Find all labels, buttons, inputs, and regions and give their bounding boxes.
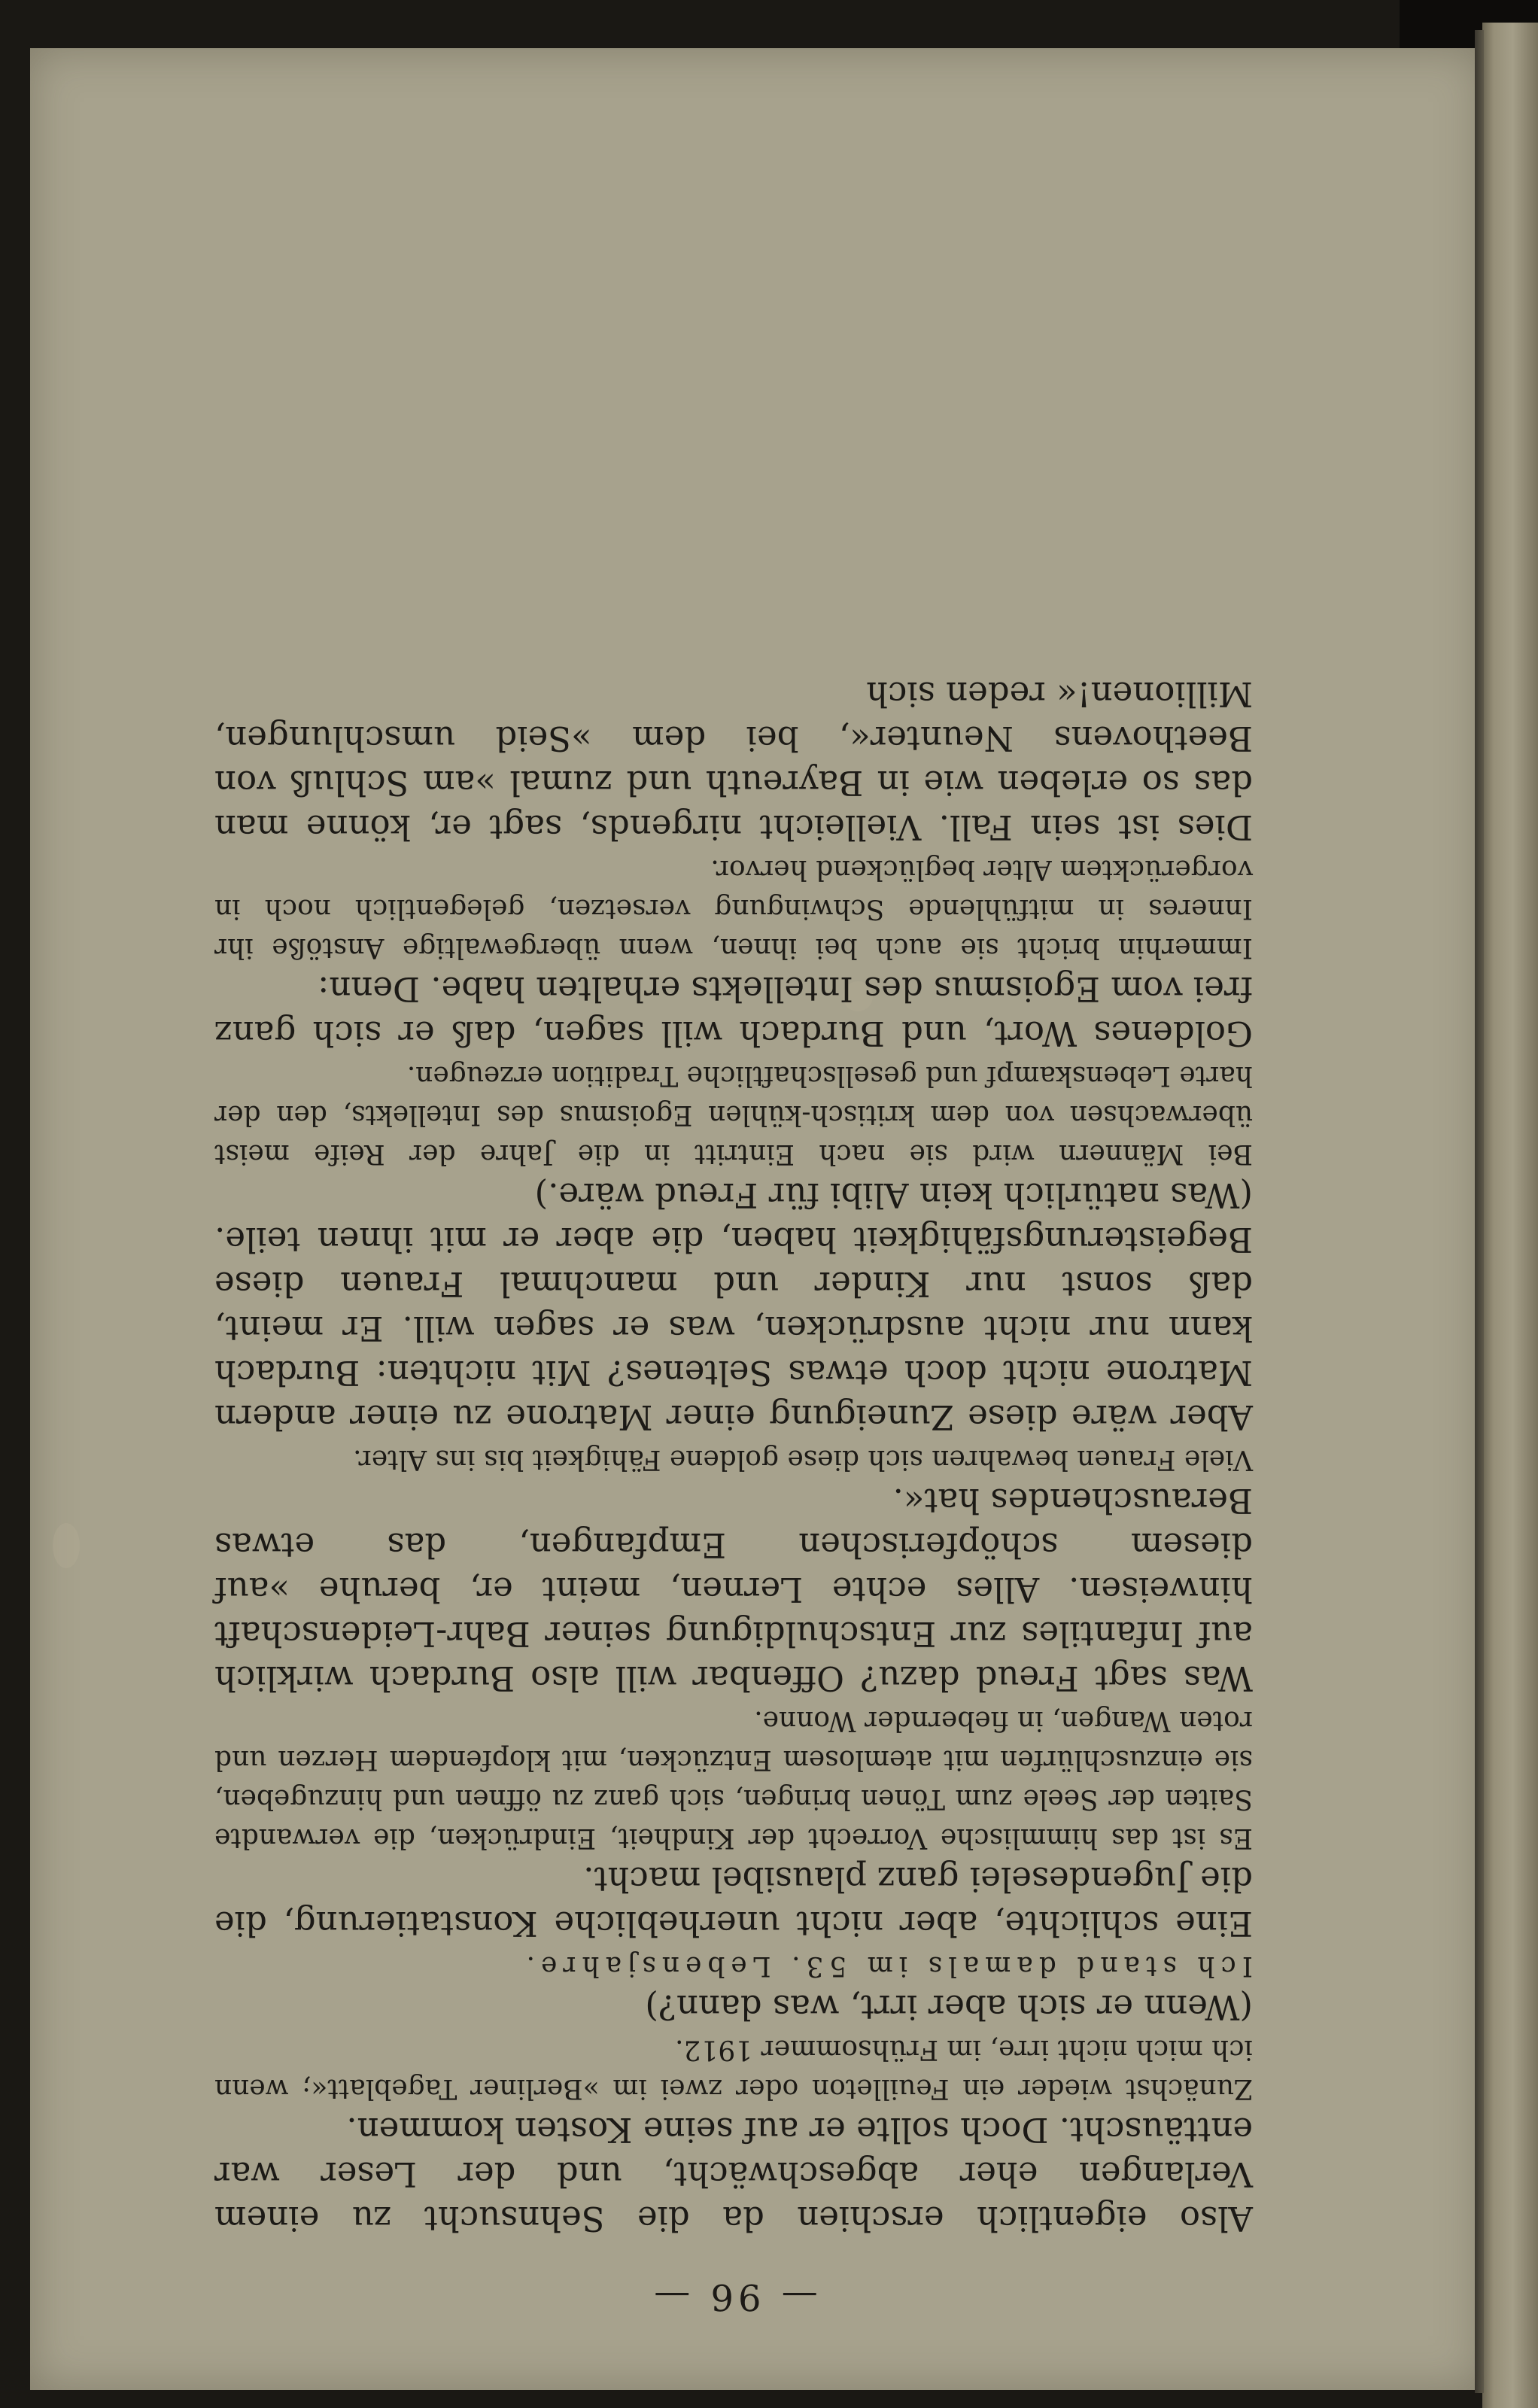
page-number: — 96 — (649, 2276, 818, 2318)
paragraph: Dies ist sein Fall. Vielleicht nirgends, sagt er, könne man das so erleben wie in Bayreuth und zumal »am Schluß von Beethovens Neunter«, bei dem »Seid umschlungen, Millionen!« reden sich (214, 674, 1253, 847)
quote-paragraph: Es ist das himmlische Vorrecht der Kindheit, Eindrücken, die verwandte Saiten der Seele zum Tönen bringen, sich ganz zu öffnen und hinzugeben, sie einzuschlürfen mit atemlosem Entzücken, mit klopfendem Herzen und roten Wangen, in fiebernder Wonne. (214, 1705, 1253, 1853)
paragraph: Eine schlichte, aber nicht unerhebliche Konstatierung, die die Jugendeselei ganz plausibel macht. (214, 1859, 1253, 1944)
page-text-block-upside-down (214, 391, 1253, 2318)
paragraph: Also eigentlich erschien da die Sehnsucht zu einem Verlangen eher abgeschwächt, und der Leser war enttäuscht. Doch sollte er auf seine Kosten kommen. (214, 2110, 1253, 2239)
paragraph: (Wenn er sich aber irrt, was dann?) (645, 1987, 1253, 2027)
paragraph: Goldenes Wort, und Burdach will sagen, daß er sich ganz frei vom Egoismus des Intellekts erhalten habe. Denn: (214, 969, 1253, 1054)
quote-paragraph: Zunächst wieder ein Feuilleton oder zwei im »Berliner Tageblatt«; wenn ich mich nicht irre, im Frühsommer 1912. (214, 2034, 1253, 2104)
paragraph: Was sagt Freud dazu? Offenbar will also Burdach wirklich auf Infantiles zur Entschuldigung seiner Bahr-Leidenschaft hinweisen. Alles echte Lernen, meint er, beruhe »auf diesem schöpferischen Empfangen, das etwas Berauschendes hat«. (214, 1481, 1253, 1698)
quote-paragraph: Immerhin bricht sie auch bei ihnen, wenn übergewaltige Anstöße ihr Inneres in mitfühlende Schwingung versetzen, gelegentlich noch in vorgerücktem Alter beglückend hervor. (214, 854, 1253, 963)
paper-stain (53, 1523, 80, 1568)
page-gutter (1475, 30, 1484, 2393)
quote-paragraph: Bei Männern wird sie nach Eintritt in die Jahre der Reife meist überwachsen von dem kritisch-kühlen Egoismus des Intellekts, den der harte Lebenskampf und gesellschaftliche Tradition erzeugen. (214, 1060, 1253, 1169)
paragraph: Aber wäre diese Zuneigung einer Matrone zu einer andern Matrone nicht doch etwas Seltenes? Mit nichten: Burdach kann nur nicht ausdrücken, was er sagen will. Er meint, daß sonst nur Kinder und manchmal Frauen diese Begeisterungsfähigkeit haben, die aber er mit ihnen teile. (Was natürlich kein Alibi für Freud wäre.) (214, 1175, 1253, 1437)
book-spine (1482, 23, 1538, 2408)
quote-paragraph: Ich stand damals im 53. Lebensjahre. (520, 1950, 1253, 1981)
quote-paragraph: Viele Frauen bewahren sich diese goldene Fähigkeit bis ins Alter. (353, 1444, 1253, 1475)
